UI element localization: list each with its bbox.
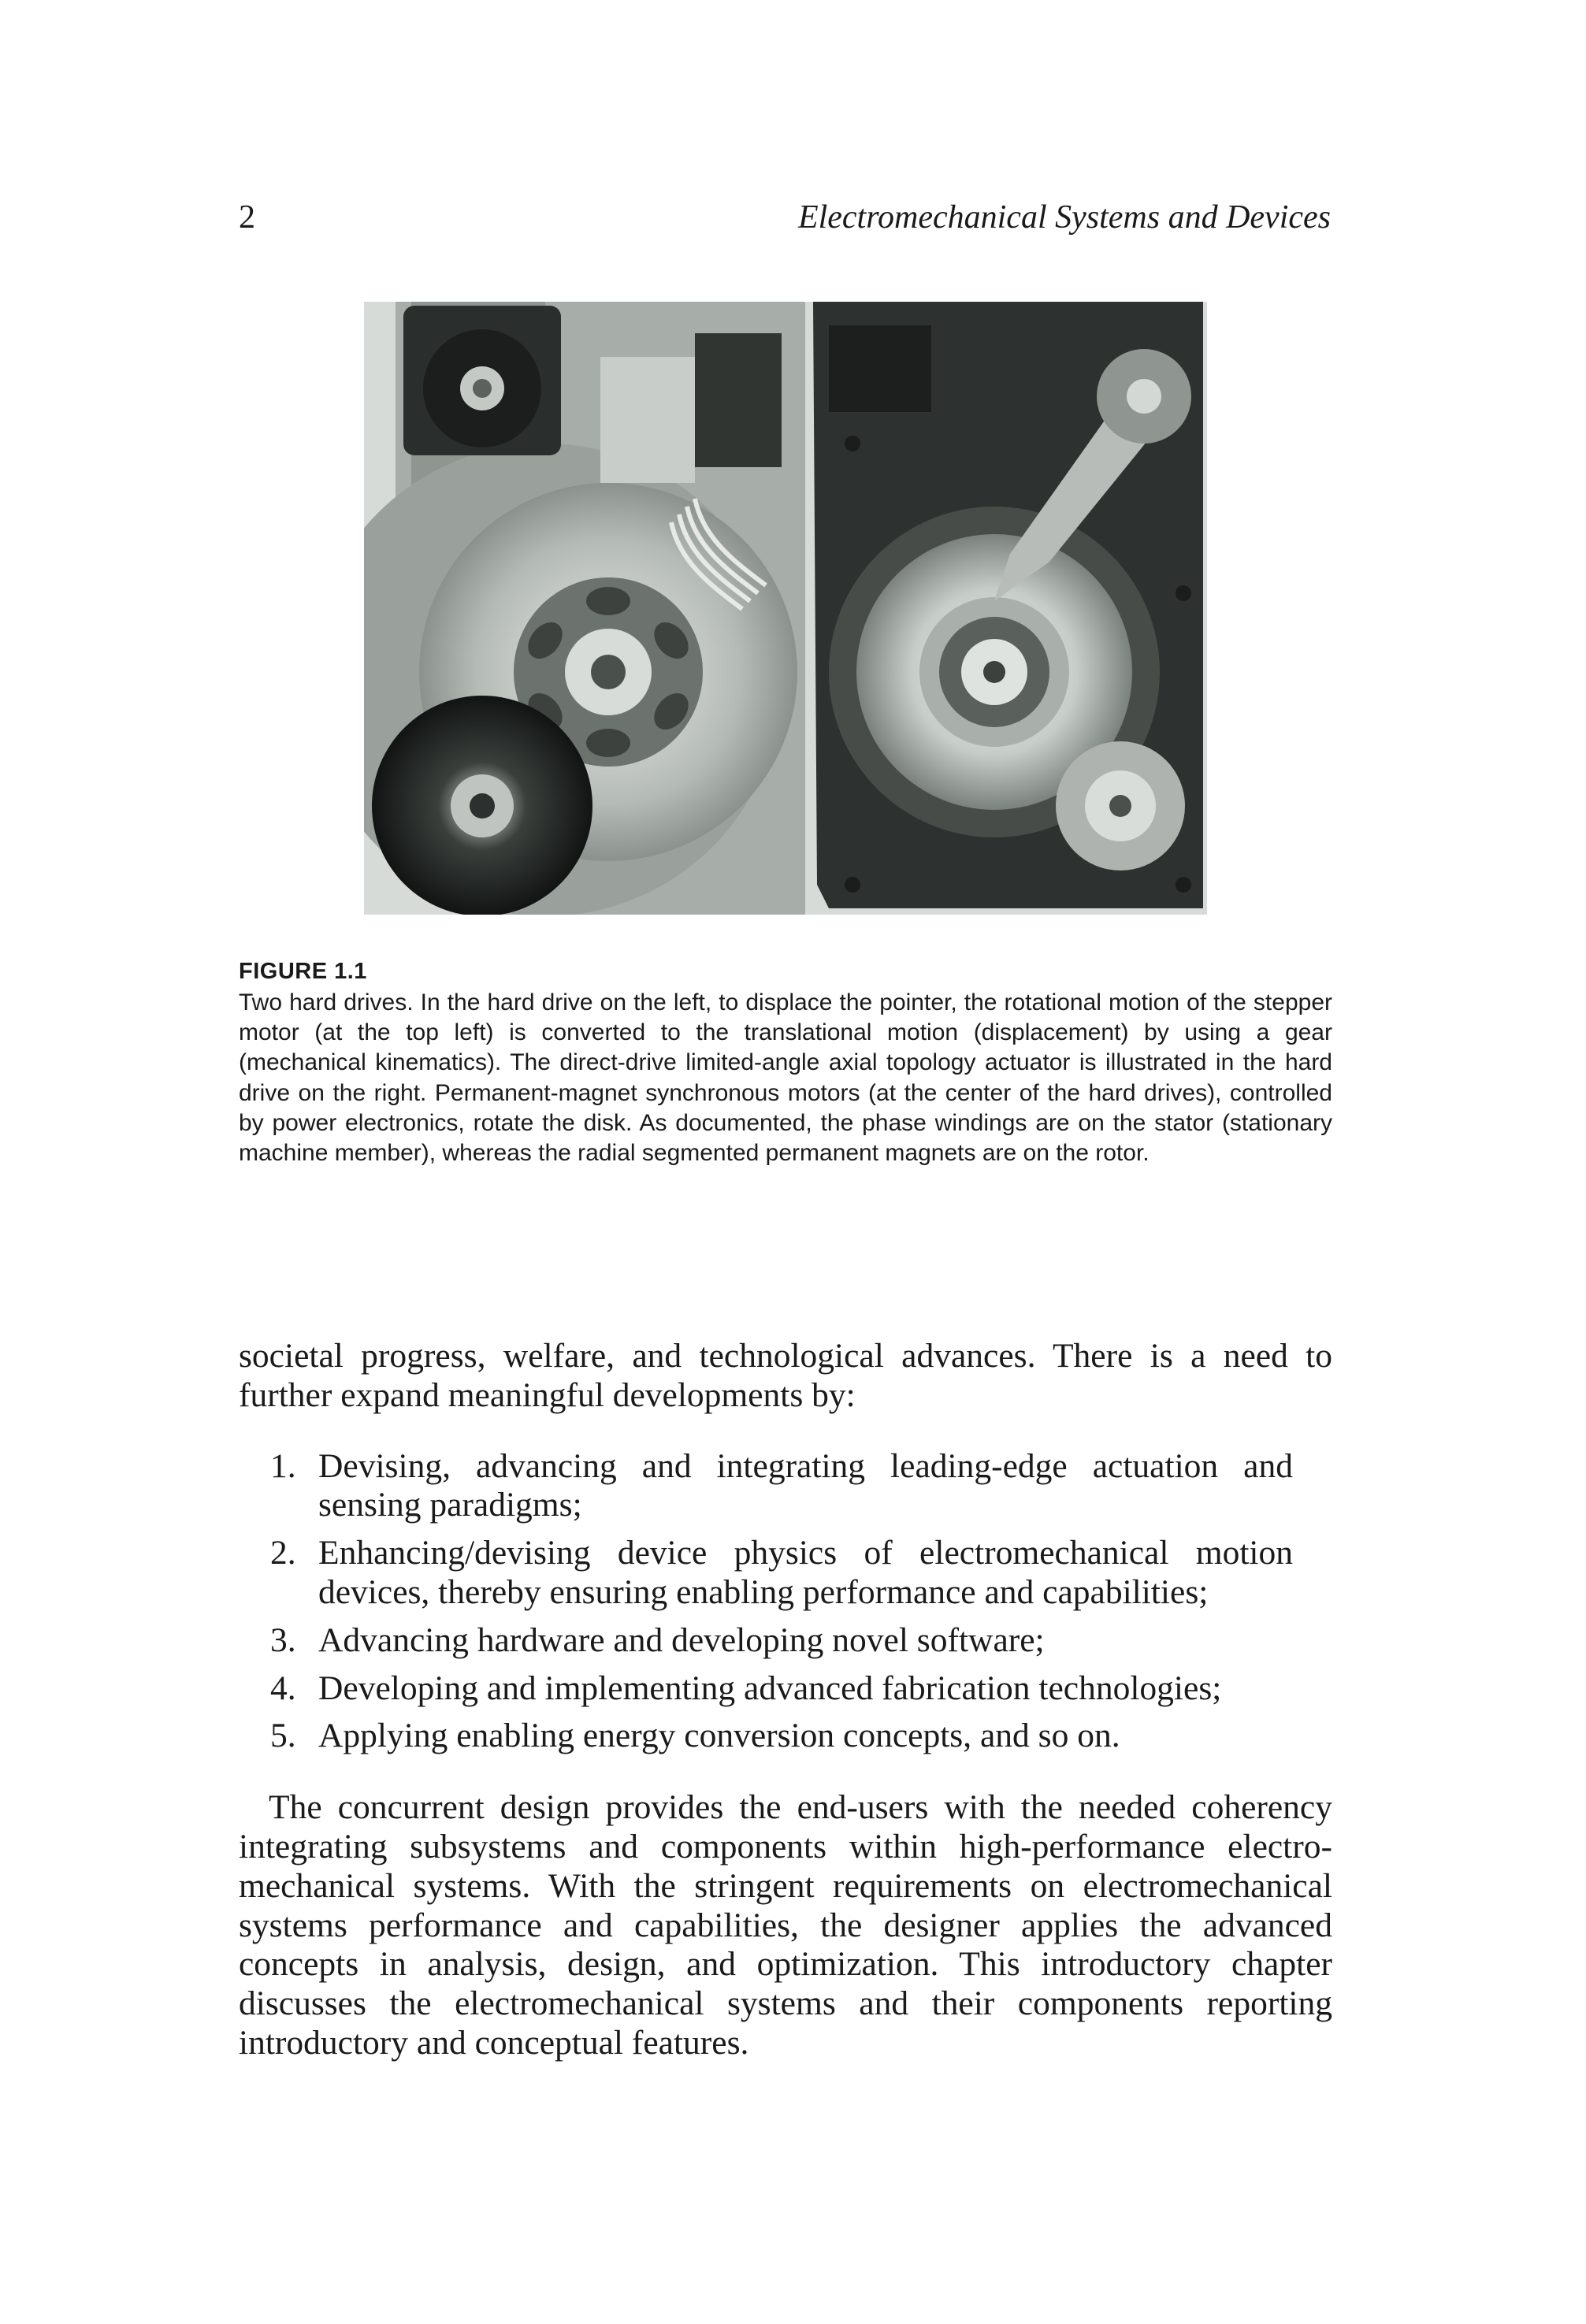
list-item <box>239 1717 1332 1756</box>
list-item-number: 3. <box>270 1620 296 1659</box>
list-item-number: 5. <box>270 1717 296 1755</box>
list-item-text: Enhancing/devising device physics of electromechanical motion devices, thereby ensuring enabling performance and capabilities; <box>318 1534 1293 1611</box>
list-item <box>239 1447 1332 1526</box>
list-item-text: Developing and implementing advanced fabrication technologies; <box>318 1669 1222 1707</box>
body-text <box>239 1337 1332 2063</box>
body-paragraph-2: The concurrent design provides the end-users with the needed coherency integrating subsystems and components within high-performance electro-mechanical systems. With the stringent requirements on electromechanical systems performance and capabilities, the designer applies the advanced concepts in analysis, design, and optimization. This introductory chapter discusses the electromechanical systems and their components reporting introductory and conceptual features. <box>239 1788 1332 2062</box>
list-item-text: Advancing hardware and developing novel software; <box>318 1620 1045 1659</box>
list-item-number: 2. <box>270 1534 296 1572</box>
figure-caption <box>239 956 1332 1168</box>
running-title: Electromechanical Systems and Devices <box>797 199 1331 236</box>
page-number: 2 <box>239 199 255 236</box>
list-item-text: Applying enabling energy conversion concepts, and so on. <box>318 1717 1120 1755</box>
figure-label: FIGURE 1.1 <box>239 959 367 984</box>
list-item-text: Devising, advancing and integrating leading-edge actuation and sensing paradigms; <box>318 1446 1293 1524</box>
right-hard-drive <box>813 302 1203 908</box>
list-item-number: 4. <box>270 1669 296 1707</box>
list-item <box>239 1669 1332 1709</box>
left-hard-drive <box>364 302 805 915</box>
figure-photo-hard-drives <box>364 302 1207 915</box>
hard-drives-illustration <box>364 302 1207 915</box>
development-list <box>239 1447 1332 1757</box>
list-item-number: 1. <box>270 1446 296 1485</box>
list-item <box>239 1621 1332 1661</box>
figure-caption-text: Two hard drives. In the hard drive on the left, to displace the pointer, the rotational motion of the stepper motor (at the top left) is converted to the translational motion (displacement) by using a gear (mechanical kinematics). The direct-drive limited-angle axial topology actuator is illustrated in the hard drive on the right. Permanent-magnet synchronous motors (at the center of the hard drives), controlled by power electronics, rotate the disk. As documented, the phase windings are on the stator (stationary machine member), whereas the radial segmented permanent magnets are on the rotor. <box>239 989 1332 1167</box>
body-paragraph-1: societal progress, welfare, and technological advances. There is a need to further expand meaningful developments by: <box>239 1337 1332 1414</box>
list-item <box>239 1534 1332 1613</box>
